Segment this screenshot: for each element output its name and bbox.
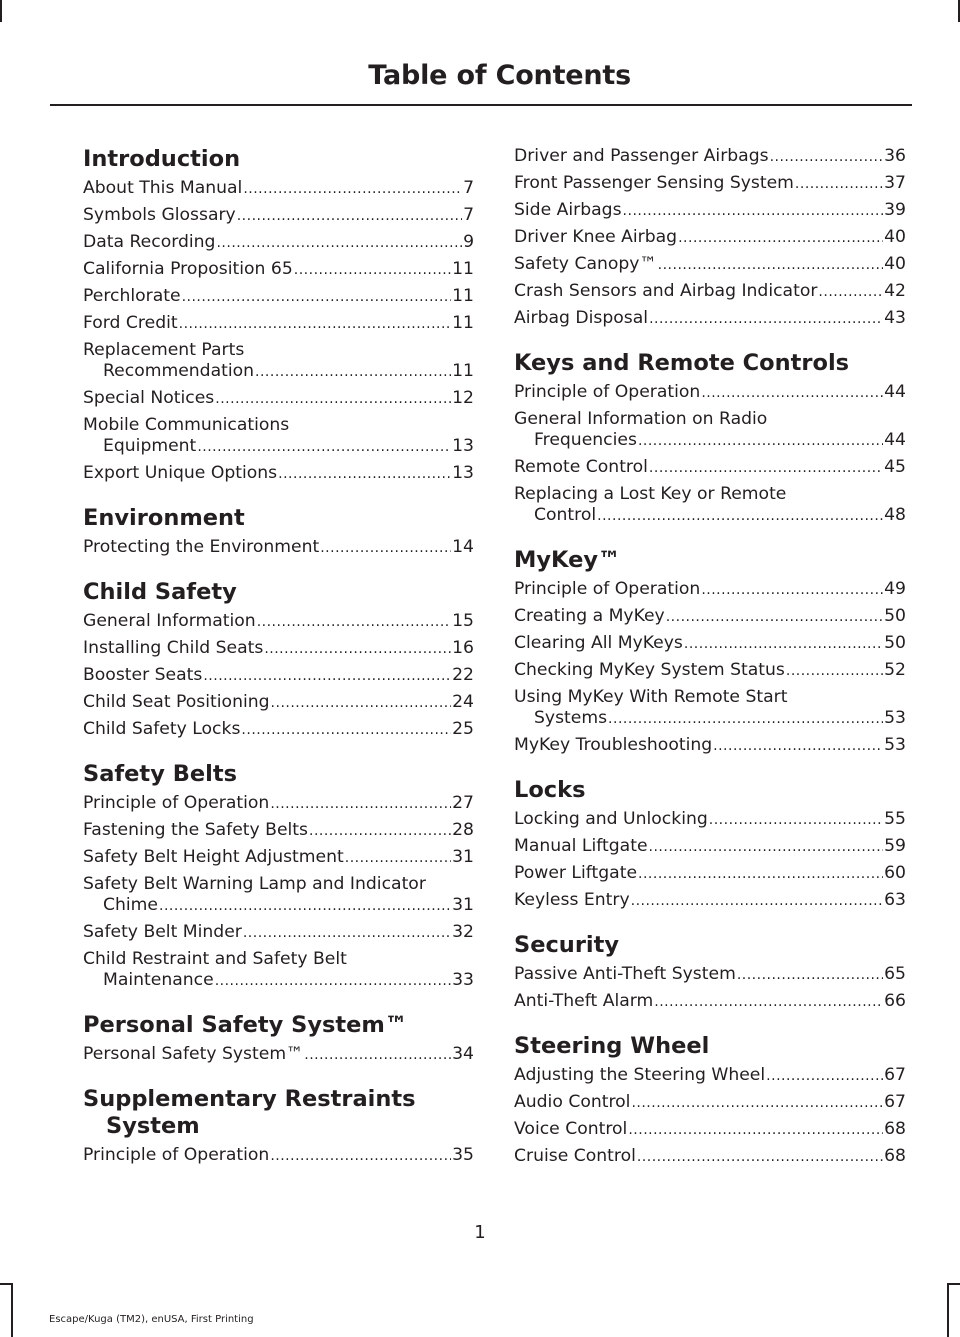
- toc-entry[interactable]: [83, 949, 474, 992]
- dot-leader: [631, 1093, 883, 1114]
- toc-entry-title: Driver Knee Airbag: [514, 227, 678, 247]
- toc-entry-title: Frequencies: [534, 430, 637, 450]
- toc-entry-line: [83, 1145, 474, 1167]
- toc-entry-line: [514, 579, 906, 601]
- toc-entry[interactable]: [514, 836, 906, 858]
- dot-leader: [294, 260, 451, 281]
- dot-leader: [243, 923, 451, 944]
- dot-leader: [631, 891, 884, 912]
- toc-entry[interactable]: [83, 611, 474, 633]
- dot-leader: [257, 612, 451, 633]
- toc-entry[interactable]: [83, 665, 474, 687]
- toc-entry-page: 24: [452, 692, 474, 712]
- toc-entry-page: 22: [452, 665, 474, 685]
- toc-entry-page: 13: [452, 463, 474, 483]
- toc-entry-line: [83, 537, 474, 559]
- toc-entry-line: [83, 665, 474, 687]
- toc-entry-page: 60: [884, 863, 906, 883]
- dot-leader: [203, 666, 451, 687]
- dot-leader: [215, 389, 451, 410]
- toc-entry-title: Systems: [534, 708, 608, 728]
- toc-entry-title: Maintenance: [103, 970, 214, 990]
- toc-entry-line: [83, 178, 474, 200]
- toc-entry-title: Safety Belt Warning Lamp and Indicator: [83, 874, 426, 894]
- toc-entry-line: [514, 254, 906, 276]
- toc-entry-page: 36: [884, 146, 906, 166]
- toc-entry-line: [514, 1119, 906, 1141]
- toc-entry[interactable]: [83, 1044, 474, 1066]
- section-heading: Environment: [83, 505, 245, 531]
- toc-entry-title: Driver and Passenger Airbags: [514, 146, 769, 166]
- dot-leader: [649, 837, 884, 858]
- toc-section: [83, 1086, 474, 1167]
- toc-entry-title: Principle of Operation: [514, 382, 701, 402]
- toc-entry-page: 27: [452, 793, 474, 813]
- toc-entry-page: 50: [884, 633, 906, 653]
- toc-entry[interactable]: [83, 922, 474, 944]
- toc-entry-line: [83, 436, 474, 458]
- toc-entry-line: [83, 970, 474, 992]
- toc-entry-page: 11: [452, 361, 474, 381]
- toc-entry-title: Passive Anti-Theft System: [514, 964, 736, 984]
- toc-entry-page: 40: [884, 227, 906, 247]
- toc-section: [514, 146, 906, 330]
- toc-entry[interactable]: [83, 638, 474, 660]
- toc-section: [514, 547, 906, 757]
- crop-mark-bottom-left-h: [0, 1283, 13, 1285]
- header-rule: [50, 104, 912, 106]
- toc-entry-line: [514, 606, 906, 628]
- toc-entry-page: 67: [884, 1092, 906, 1112]
- toc-entry-title: Data Recording: [83, 232, 216, 252]
- toc-entry-page: 59: [884, 836, 906, 856]
- dot-leader: [182, 287, 452, 308]
- dot-leader: [666, 607, 883, 628]
- toc-entry-title: Personal Safety System™: [83, 1044, 304, 1064]
- dot-leader: [649, 458, 883, 479]
- toc-entry[interactable]: [83, 874, 474, 917]
- toc-entry-line: [83, 692, 474, 714]
- toc-entry-line: [83, 922, 474, 944]
- toc-entry-page: 13: [452, 436, 474, 456]
- toc-entry-line: [83, 1044, 474, 1066]
- toc-entry-line: [514, 1146, 906, 1168]
- toc-entry-line: [514, 308, 906, 330]
- toc-entry-page: 11: [452, 313, 474, 333]
- section-heading: Personal Safety System™: [83, 1012, 408, 1038]
- toc-entry[interactable]: [83, 847, 474, 869]
- toc-entry-line: [514, 890, 906, 912]
- toc-entry-title: Audio Control: [514, 1092, 631, 1112]
- dot-leader: [270, 1146, 451, 1167]
- toc-entry-line: [514, 991, 906, 1013]
- toc-entry[interactable]: [83, 232, 474, 254]
- dot-leader: [638, 864, 883, 885]
- toc-entry-title: Ford Credit: [83, 313, 178, 333]
- toc-entry[interactable]: [514, 200, 906, 222]
- toc-entry-page: 45: [884, 457, 906, 477]
- toc-entry-title: Special Notices: [83, 388, 215, 408]
- toc-entry-line: [514, 660, 906, 682]
- dot-leader: [216, 233, 462, 254]
- toc-entry-page: 44: [884, 430, 906, 450]
- toc-entry[interactable]: [83, 537, 474, 559]
- dot-leader: [654, 992, 883, 1013]
- toc-entry[interactable]: [514, 308, 906, 330]
- toc-entry[interactable]: [514, 1146, 906, 1168]
- toc-entry-page: 42: [884, 281, 906, 301]
- toc-entry-title: Symbols Glossary: [83, 205, 236, 225]
- toc-entry-page: 11: [452, 259, 474, 279]
- dot-leader: [309, 821, 451, 842]
- toc-entry-page: 28: [452, 820, 474, 840]
- toc-entry[interactable]: [514, 687, 906, 730]
- toc-entry-title: General Information: [83, 611, 256, 631]
- toc-entry-page: 49: [884, 579, 906, 599]
- toc-entry-page: 12: [452, 388, 474, 408]
- toc-entry[interactable]: [514, 254, 906, 276]
- toc-entry-line: [514, 809, 906, 831]
- section-heading: Child Safety: [83, 579, 237, 605]
- toc-entry-line: [514, 200, 906, 222]
- toc-entry-title: Replacement Parts: [83, 340, 245, 360]
- toc-entry-line: [83, 611, 474, 633]
- toc-section: [514, 932, 906, 1013]
- toc-entry[interactable]: [514, 227, 906, 249]
- toc-entry-page: 53: [884, 708, 906, 728]
- toc-entry-line: [514, 382, 906, 404]
- toc-entry-page: 31: [452, 895, 474, 915]
- footer-edition: Escape/Kuga (TM2), enUSA, First Printing: [49, 1314, 254, 1325]
- toc-entry-title: Chime: [103, 895, 158, 915]
- toc-entry-page: 15: [452, 611, 474, 631]
- toc-entry-title: Safety Belt Minder: [83, 922, 242, 942]
- toc-section: [514, 1033, 906, 1168]
- toc-entry[interactable]: [83, 178, 474, 200]
- dot-leader: [649, 309, 883, 330]
- dot-leader: [628, 1120, 883, 1141]
- crop-mark-top-left: [0, 0, 2, 22]
- toc-section: [83, 761, 474, 992]
- toc-entry-title: Crash Sensors and Airbag Indicator: [514, 281, 818, 301]
- toc-entry-title: Side Airbags: [514, 200, 622, 220]
- toc-entry-line: [83, 463, 474, 485]
- toc-entry-line: [514, 1065, 906, 1087]
- toc-entry-title: Principle of Operation: [83, 793, 270, 813]
- toc-entry-page: 11: [452, 286, 474, 306]
- dot-leader: [278, 464, 451, 485]
- toc-entry[interactable]: [83, 793, 474, 815]
- crop-mark-bottom-left: [11, 1283, 13, 1337]
- toc-entry-line: [514, 863, 906, 885]
- dot-leader: [637, 1147, 883, 1168]
- section-heading: Introduction: [83, 146, 241, 172]
- toc-entry-title: Replacing a Lost Key or Remote: [514, 484, 787, 504]
- toc-entry-title: Keyless Entry: [514, 890, 630, 910]
- toc-entry[interactable]: [514, 633, 906, 655]
- toc-entry-title: Anti-Theft Alarm: [514, 991, 654, 1011]
- toc-entry-line: [514, 735, 906, 757]
- toc-entry-page: 39: [884, 200, 906, 220]
- toc-entry[interactable]: [83, 463, 474, 485]
- toc-entry-line: [514, 281, 906, 303]
- toc-entry-page: 48: [884, 505, 906, 525]
- toc-entry-title: Cruise Control: [514, 1146, 636, 1166]
- toc-entry-page: 35: [452, 1145, 474, 1165]
- toc-entry-page: 44: [884, 382, 906, 402]
- toc-entry-title: Remote Control: [514, 457, 648, 477]
- toc-entry[interactable]: [83, 388, 474, 410]
- toc-entry-line: [83, 388, 474, 410]
- toc-entry-line: [514, 633, 906, 655]
- crop-mark-bottom-right: [947, 1283, 949, 1337]
- toc-entry-line: [83, 286, 474, 308]
- dot-leader: [345, 848, 451, 869]
- dot-leader: [179, 314, 452, 335]
- toc-entry-line: [83, 232, 474, 254]
- toc-entry[interactable]: [514, 1065, 906, 1087]
- toc-entry[interactable]: [514, 484, 906, 527]
- toc-entry[interactable]: [514, 146, 906, 168]
- dot-leader: [766, 1066, 883, 1087]
- dot-leader: [608, 709, 883, 730]
- toc-entry[interactable]: [514, 457, 906, 479]
- toc-entry-page: 65: [884, 964, 906, 984]
- dot-leader: [264, 639, 451, 660]
- toc-entry-line: [83, 847, 474, 869]
- toc-entry-line: [83, 895, 474, 917]
- section-heading: Safety Belts: [83, 761, 237, 787]
- dot-leader: [678, 228, 883, 249]
- toc-entry[interactable]: [83, 286, 474, 308]
- toc-entry-page: 25: [452, 719, 474, 739]
- toc-entry-page: 7: [463, 205, 474, 225]
- toc-entry-title: Child Safety Locks: [83, 719, 241, 739]
- toc-section: [83, 1012, 474, 1066]
- toc-entry[interactable]: [514, 409, 906, 452]
- dot-leader: [770, 147, 884, 168]
- dot-leader: [243, 179, 462, 200]
- toc-entry-page: 9: [463, 232, 474, 252]
- toc-entry-line: [514, 708, 906, 730]
- toc-entry[interactable]: [514, 281, 906, 303]
- page-number: 1: [474, 1222, 486, 1243]
- toc-entry-page: 68: [884, 1119, 906, 1139]
- toc-entry-title: Checking MyKey System Status: [514, 660, 785, 680]
- section-heading: Steering Wheel: [514, 1033, 710, 1059]
- toc-entry-title: Protecting the Environment: [83, 537, 320, 557]
- dot-leader: [786, 661, 883, 682]
- toc-entry-title: Booster Seats: [83, 665, 203, 685]
- dot-leader: [241, 720, 451, 741]
- dot-leader: [795, 174, 883, 195]
- toc-entry-title: General Information on Radio: [514, 409, 768, 429]
- toc-entry-page: 68: [884, 1146, 906, 1166]
- toc-entry-title: Control: [534, 505, 597, 525]
- toc-entry-title: Safety Belt Height Adjustment: [83, 847, 344, 867]
- toc-entry-title: Manual Liftgate: [514, 836, 648, 856]
- toc-entry[interactable]: [83, 692, 474, 714]
- toc-entry[interactable]: [514, 1092, 906, 1114]
- toc-entry[interactable]: [514, 863, 906, 885]
- toc-entry-page: 66: [884, 991, 906, 1011]
- toc-section: [83, 146, 474, 485]
- toc-entry-title: Creating a MyKey: [514, 606, 665, 626]
- dot-leader: [237, 206, 462, 227]
- toc-section: [83, 505, 474, 559]
- section-heading: Supplementary Restraints System: [83, 1086, 416, 1139]
- toc-entry-page: 50: [884, 606, 906, 626]
- toc-entry-title: Installing Child Seats: [83, 638, 264, 658]
- toc-entry-title: Power Liftgate: [514, 863, 638, 883]
- toc-entry-page: 53: [884, 735, 906, 755]
- toc-entry-title: Using MyKey With Remote Start: [514, 687, 788, 707]
- crop-mark-bottom-right-h: [947, 1283, 960, 1285]
- dot-leader: [320, 538, 451, 559]
- toc-entry[interactable]: [514, 606, 906, 628]
- toc-entry-title: Child Restraint and Safety Belt: [83, 949, 347, 969]
- dot-leader: [818, 282, 883, 303]
- toc-entry[interactable]: [83, 1145, 474, 1167]
- toc-entry-page: 7: [463, 178, 474, 198]
- toc-entry-page: 33: [452, 970, 474, 990]
- toc-entry-line: [83, 793, 474, 815]
- toc-entry-title: About This Manual: [83, 178, 243, 198]
- toc-entry-line: [514, 430, 906, 452]
- toc-entry[interactable]: [83, 820, 474, 842]
- dot-leader: [255, 362, 451, 383]
- dot-leader: [215, 971, 451, 992]
- toc-entry[interactable]: [514, 991, 906, 1013]
- toc-entry[interactable]: [83, 415, 474, 458]
- dot-leader: [713, 736, 883, 757]
- toc-entry-title: Principle of Operation: [514, 579, 701, 599]
- toc-entry[interactable]: [83, 205, 474, 227]
- toc-entry-page: 34: [452, 1044, 474, 1064]
- toc-entry-title: Locking and Unlocking: [514, 809, 708, 829]
- toc-entry-line: [514, 964, 906, 986]
- dot-leader: [159, 896, 451, 917]
- toc-entry-line: [83, 205, 474, 227]
- toc-entry-line: [83, 638, 474, 660]
- toc-entry[interactable]: [514, 579, 906, 601]
- dot-leader: [304, 1045, 451, 1066]
- dot-leader: [623, 201, 884, 222]
- dot-leader: [701, 580, 883, 601]
- toc-entry-title: California Proposition 65: [83, 259, 293, 279]
- dot-leader: [197, 437, 451, 458]
- toc-entry-title: Front Passenger Sensing System: [514, 173, 794, 193]
- toc-entry-title: Export Unique Options: [83, 463, 278, 483]
- dot-leader: [270, 794, 451, 815]
- page-title: Table of Contents: [368, 60, 631, 91]
- toc-entry-title: Child Seat Positioning: [83, 692, 270, 712]
- toc-entry[interactable]: [514, 735, 906, 757]
- toc-entry-page: 52: [884, 660, 906, 680]
- toc-entry[interactable]: [514, 660, 906, 682]
- toc-entry-page: 14: [452, 537, 474, 557]
- toc-entry[interactable]: [83, 340, 474, 383]
- dot-leader: [597, 506, 883, 527]
- toc-entry-line: [83, 361, 474, 383]
- toc-entry-page: 63: [884, 890, 906, 910]
- toc-entry-line: [514, 146, 906, 168]
- toc-entry-title: MyKey Troubleshooting: [514, 735, 713, 755]
- toc-entry-line: [514, 836, 906, 858]
- toc-entry[interactable]: [514, 1119, 906, 1141]
- toc-entry-line: [514, 505, 906, 527]
- toc-entry-title: Adjusting the Steering Wheel: [514, 1065, 766, 1085]
- dot-leader: [658, 255, 883, 276]
- toc-entry-page: 67: [884, 1065, 906, 1085]
- toc-entry-title: Clearing All MyKeys: [514, 633, 683, 653]
- toc-entry-title: Recommendation: [103, 361, 255, 381]
- dot-leader: [737, 965, 883, 986]
- section-heading: Security: [514, 932, 620, 958]
- toc-entry-page: 32: [452, 922, 474, 942]
- toc-entry-line: [514, 1092, 906, 1114]
- section-heading: Locks: [514, 777, 586, 803]
- toc-entry-line: [83, 313, 474, 335]
- section-heading: Keys and Remote Controls: [514, 350, 850, 376]
- toc-section: [514, 350, 906, 527]
- toc-entry-line: [514, 227, 906, 249]
- toc-entry-page: 40: [884, 254, 906, 274]
- toc-entry-title: Principle of Operation: [83, 1145, 270, 1165]
- toc-entry-page: 16: [452, 638, 474, 658]
- toc-entry[interactable]: [514, 890, 906, 912]
- toc-entry[interactable]: [514, 382, 906, 404]
- toc-right-column: [514, 146, 906, 1173]
- toc-entry-title: Safety Canopy™: [514, 254, 657, 274]
- toc-entry-title: Mobile Communications: [83, 415, 290, 435]
- toc-entry-page: 55: [884, 809, 906, 829]
- toc-entry[interactable]: [514, 173, 906, 195]
- toc-entry-page: 31: [452, 847, 474, 867]
- toc-entry-line: [83, 719, 474, 741]
- toc-entry-title: Equipment: [103, 436, 197, 456]
- toc-entry[interactable]: [83, 259, 474, 281]
- dot-leader: [701, 383, 883, 404]
- toc-entry-title: Fastening the Safety Belts: [83, 820, 308, 840]
- toc-entry[interactable]: [83, 313, 474, 335]
- toc-left-column: [83, 146, 474, 1172]
- dot-leader: [271, 693, 452, 714]
- dot-leader: [684, 634, 883, 655]
- section-heading: MyKey™: [514, 547, 621, 573]
- dot-leader: [638, 431, 883, 452]
- toc-entry-line: [514, 173, 906, 195]
- toc-entry-page: 37: [884, 173, 906, 193]
- toc-entry-title: Perchlorate: [83, 286, 181, 306]
- toc-entry-line: [514, 457, 906, 479]
- toc-entry-line: [83, 259, 474, 281]
- toc-entry[interactable]: [514, 809, 906, 831]
- toc-section: [83, 579, 474, 741]
- toc-entry-page: 43: [884, 308, 906, 328]
- toc-entry[interactable]: [83, 719, 474, 741]
- toc-entry[interactable]: [514, 964, 906, 986]
- toc-entry-title: Airbag Disposal: [514, 308, 649, 328]
- dot-leader: [709, 810, 883, 831]
- toc-section: [514, 777, 906, 912]
- toc-entry-line: [83, 820, 474, 842]
- toc-entry-title: Voice Control: [514, 1119, 628, 1139]
